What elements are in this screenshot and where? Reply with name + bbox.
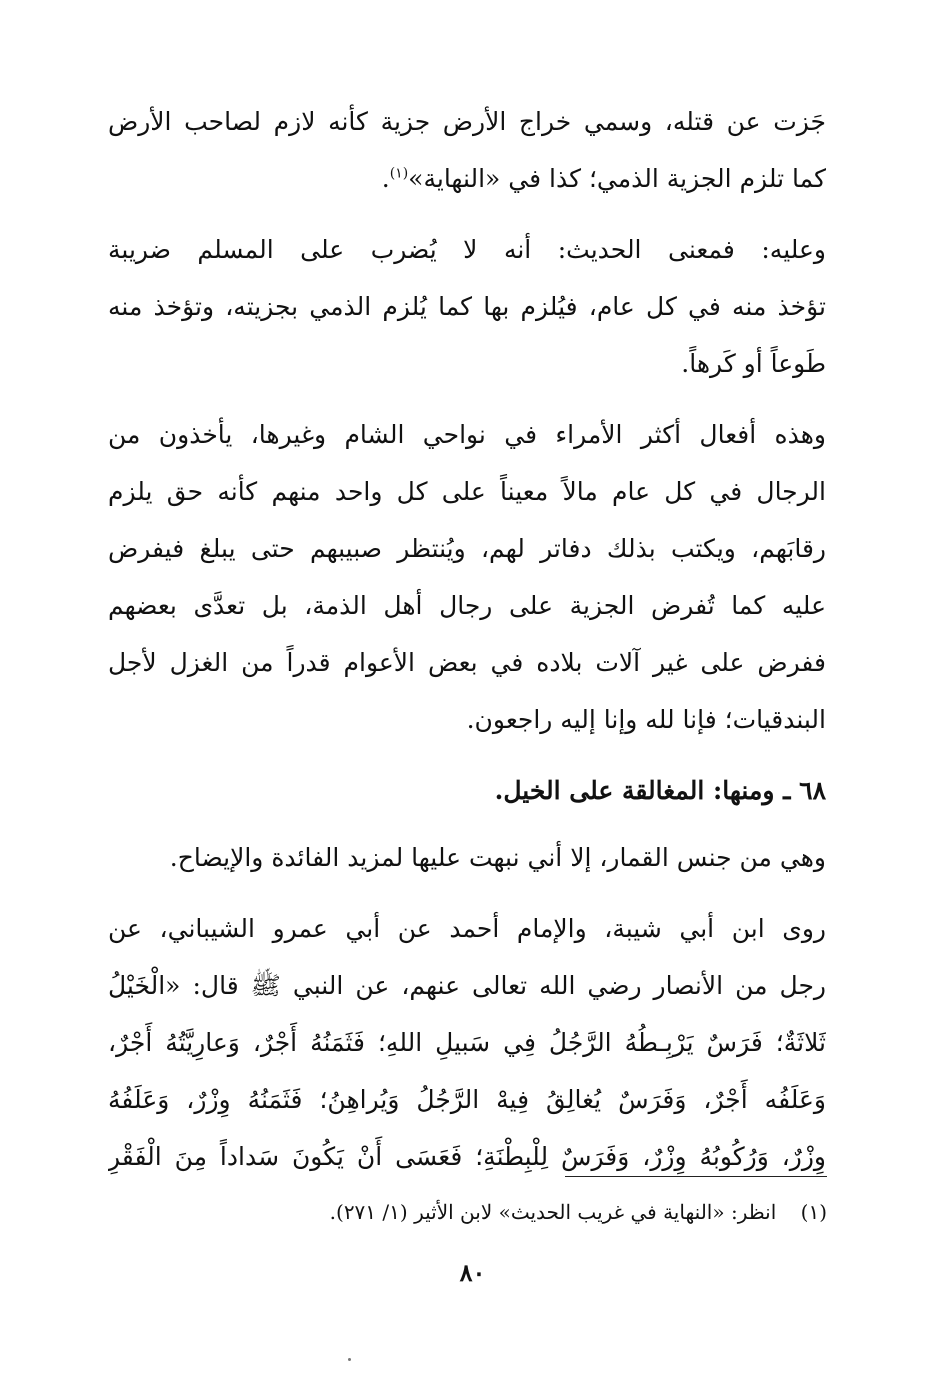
text-line: ثَلاثَةٌ؛ فَرَسٌ يَرْبِـطُهُ الرَّجُلُ فِي سَبيلِ اللهِ؛ فَثَمَنُهُ أَجْرٌ، وَعارِيَّتُهُ أَجْرٌ، bbox=[108, 1028, 826, 1057]
footnote bbox=[117, 1195, 827, 1229]
footnote-number: (١) bbox=[800, 1200, 827, 1224]
text-line: وهذه أفعال أكثر الأمراء في نواحي الشام وغيرها، يأخذون من bbox=[108, 420, 826, 449]
text-line: وهي من جنس القمار، إلا أني نبهت عليها لمزيد الفائدة والإيضاح. bbox=[169, 843, 826, 872]
text-line: روى ابن أبي شيبة، والإمام أحمد عن أبي عمرو الشيباني، عن bbox=[108, 914, 826, 943]
sentence-end: . bbox=[381, 164, 390, 193]
text-line: عليه كما تُفرض الجزية على رجال أهل الذمة، بل تعدَّى بعضهم bbox=[108, 591, 826, 620]
text-line: طَوعاً أو كَرهاً. bbox=[681, 349, 826, 378]
paragraph-2 bbox=[108, 221, 826, 392]
footnote-text: انظر: «النهاية في غريب الحديث» لابن الأثير (١/ ٢٧١). bbox=[329, 1200, 777, 1224]
section-heading bbox=[108, 762, 826, 819]
scan-speck bbox=[348, 1358, 351, 1361]
text-line: البندقيات؛ فإنا لله وإنا إليه راجعون. bbox=[466, 705, 826, 734]
page-number: ٨٠ bbox=[459, 1258, 486, 1287]
text-line: وعليه: فمعنى الحديث: أنه لا يُضرب على المسلم ضريبة bbox=[108, 235, 826, 264]
text-line: تؤخذ منه في كل عام، فيُلزم بها كما يُلزم الذمي بجزيته، وتؤخذ منه bbox=[108, 292, 826, 321]
text-line: ففرض على غير آلات بلاده في بعض الأعوام قدراً من الغزل لأجل bbox=[108, 648, 826, 677]
paragraph-4 bbox=[108, 829, 826, 886]
text-line bbox=[108, 150, 826, 207]
text-line: وِزْرٌ، وَرُكُوبُهُ وِزْرٌ، وَفَرَسٌ لِلْبِطْنَةِ؛ فَعَسَى أَنْ يَكُونَ سَداداً مِنَ الْفَقْرِ bbox=[108, 1142, 826, 1171]
text-line: رقابَهم، ويكتب بذلك دفاتر لهم، ويُنتظر صبيبهم حتى يبلغ فيفرض bbox=[108, 534, 826, 563]
text-line: رجل من الأنصار رضي الله تعالى عنهم، عن النبي ﷺ قال: «الْخَيْلُ bbox=[108, 971, 826, 1000]
heading-text: ٦٨ ـ ومنها: المغالقة على الخيل. bbox=[494, 776, 826, 805]
main-text bbox=[108, 93, 826, 1199]
footnote-marker: (١) bbox=[389, 165, 409, 182]
text-line: وَعَلَفُه أَجْرٌ، وَفَرَسٌ يُغالِقُ فِيهْ الرَّجُلُ وَيُراهِنُ؛ فَثَمَنُهُ وِزْرٌ، وَعَلَفُهُ bbox=[108, 1085, 826, 1114]
text-line: جَزت عن قتله، وسمي خراج الأرض جزية كأنه لازم لصاحب الأرض bbox=[108, 107, 826, 136]
text-line: الرجال في كل عام مالاً معيناً على كل واحد منهم كأنه حق يلزم bbox=[108, 477, 826, 506]
footnote-separator bbox=[565, 1176, 827, 1177]
paragraph-3 bbox=[108, 406, 826, 748]
paragraph-1 bbox=[108, 93, 826, 207]
paragraph-5-hadith bbox=[108, 900, 826, 1185]
text-line-content: كما تلزم الجزية الذمي؛ كذا في «النهاية» bbox=[408, 164, 826, 193]
